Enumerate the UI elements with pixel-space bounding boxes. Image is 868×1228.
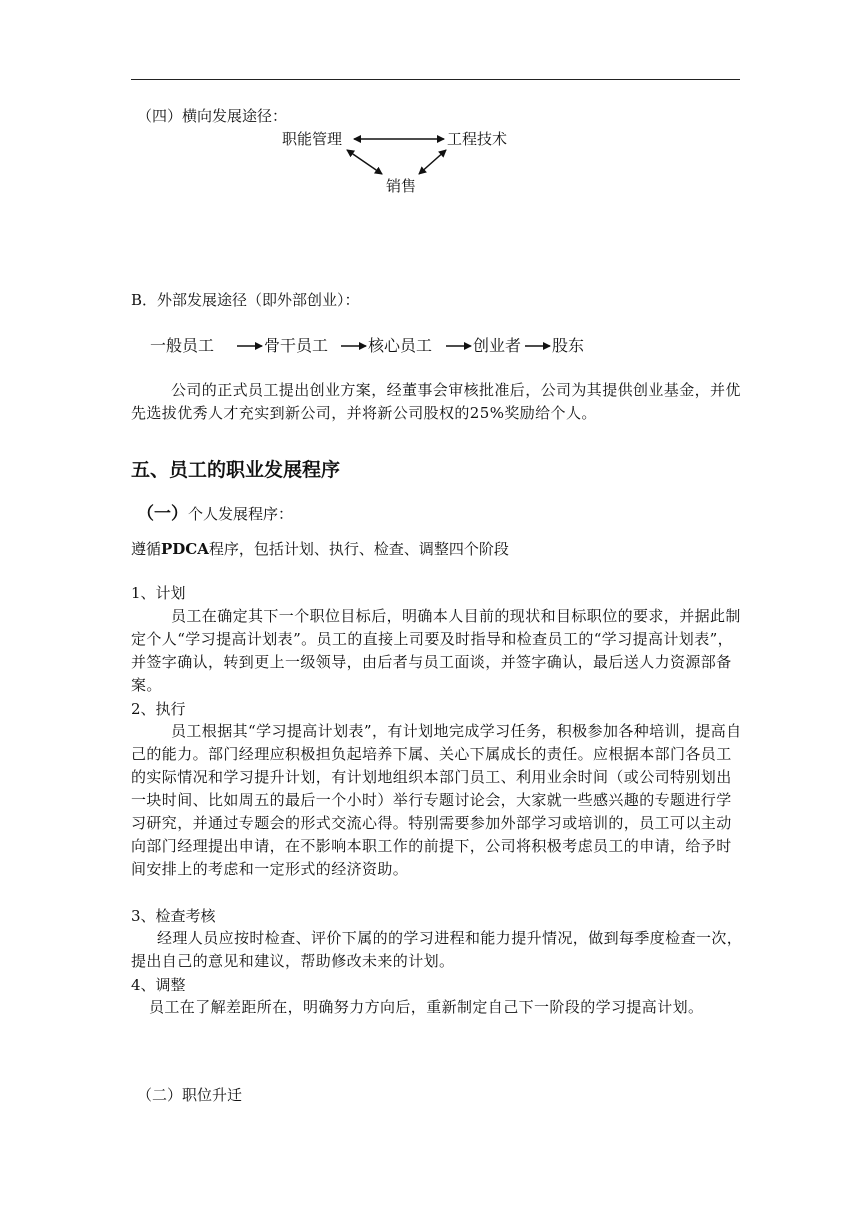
arrow-left-bottom bbox=[347, 150, 382, 174]
personal-heading-text: 个人发展程序： bbox=[188, 505, 294, 523]
promotion-heading: （二）职位升迁 bbox=[137, 1086, 243, 1104]
header-rule bbox=[131, 79, 740, 80]
pdca-intro-pre: 遵循 bbox=[131, 540, 162, 558]
arrow-right-bottom bbox=[419, 150, 446, 174]
node-engineering: 工程技术 bbox=[447, 130, 508, 148]
step-check-title: 3、检查考核 bbox=[131, 907, 216, 925]
step-plan-title: 1、计划 bbox=[131, 584, 186, 602]
personal-heading bbox=[137, 506, 293, 523]
pdca-intro-post: 程序，包括计划、执行、检查、调整四个阶段 bbox=[208, 540, 509, 558]
external-heading: B．外部发展途径（即外部创业）： bbox=[131, 291, 360, 309]
path-step-4: 创业者 bbox=[473, 336, 522, 355]
step-adjust-text: 员工在了解差距所在，明确努力方向后，重新制定自己下一阶段的学习提高计划。 bbox=[149, 998, 704, 1016]
external-paragraph: 公司的正式员工提出创业方案，经董事会审核批准后，公司为其提供创业基金，并优先选拔优秀人才充实到新公司，并将新公司股权的25%奖励给个人。 bbox=[131, 381, 741, 422]
path-step-2: 骨干员工 bbox=[264, 336, 329, 355]
step-check-text: 经理人员应按时检查、评价下属的的学习进程和能力提升情况，做到每季度检查一次，提出自己的意见和建议，帮助修改未来的计划。 bbox=[131, 929, 743, 970]
path-step-3: 核心员工 bbox=[368, 336, 433, 355]
path-step-5: 股东 bbox=[552, 336, 585, 355]
step-execute-text: 员工根据其“学习提高计划表”，有计划地完成学习任务，积极参加各种培训，提高自己的能力。部门经理应积极担负起培养下属、关心下属成长的责任。应根据本部门各员工的实际情况和学习提升计划，有计划地组织本部门员工、利用业余时间（或公司特别划出一块时间、比如周五的最后一个小时）举行专题讨论会，大家就一些感兴趣的专题进行学习研究，并通过专题会的形式交流心得。特别需要参加外部学习或培训的，员工可以主动向部门经理提出申请，在不影响本职工作的前提下，公司将积极考虑员工的申请，给予时间安排上的考虑和一定形式的经济资助。 bbox=[131, 722, 742, 878]
node-sales: 销售 bbox=[386, 177, 417, 195]
node-functional-management: 职能管理 bbox=[282, 130, 343, 148]
personal-heading-number: （一） bbox=[137, 504, 188, 524]
step-adjust-title: 4、调整 bbox=[131, 976, 186, 994]
pdca-term: PDCA bbox=[161, 540, 209, 558]
section-four-heading: （四）横向发展途径： bbox=[137, 107, 288, 125]
pdca-intro bbox=[131, 541, 509, 558]
step-plan-text: 员工在确定其下一个职位目标后，明确本人目前的现状和目标职位的要求，并据此制定个人“学习提高计划表”。员工的直接上司要及时指导和检查员工的“学习提高计划表”，并签字确认，转到更上一级领导，由后者与员工面谈，并签字确认，最后送人力资源部备案。 bbox=[131, 607, 741, 694]
path-step-1: 一般员工 bbox=[150, 336, 215, 355]
step-execute-title: 2、执行 bbox=[131, 700, 186, 718]
chapter-five-title: 五、员工的职业发展程序 bbox=[131, 459, 341, 481]
